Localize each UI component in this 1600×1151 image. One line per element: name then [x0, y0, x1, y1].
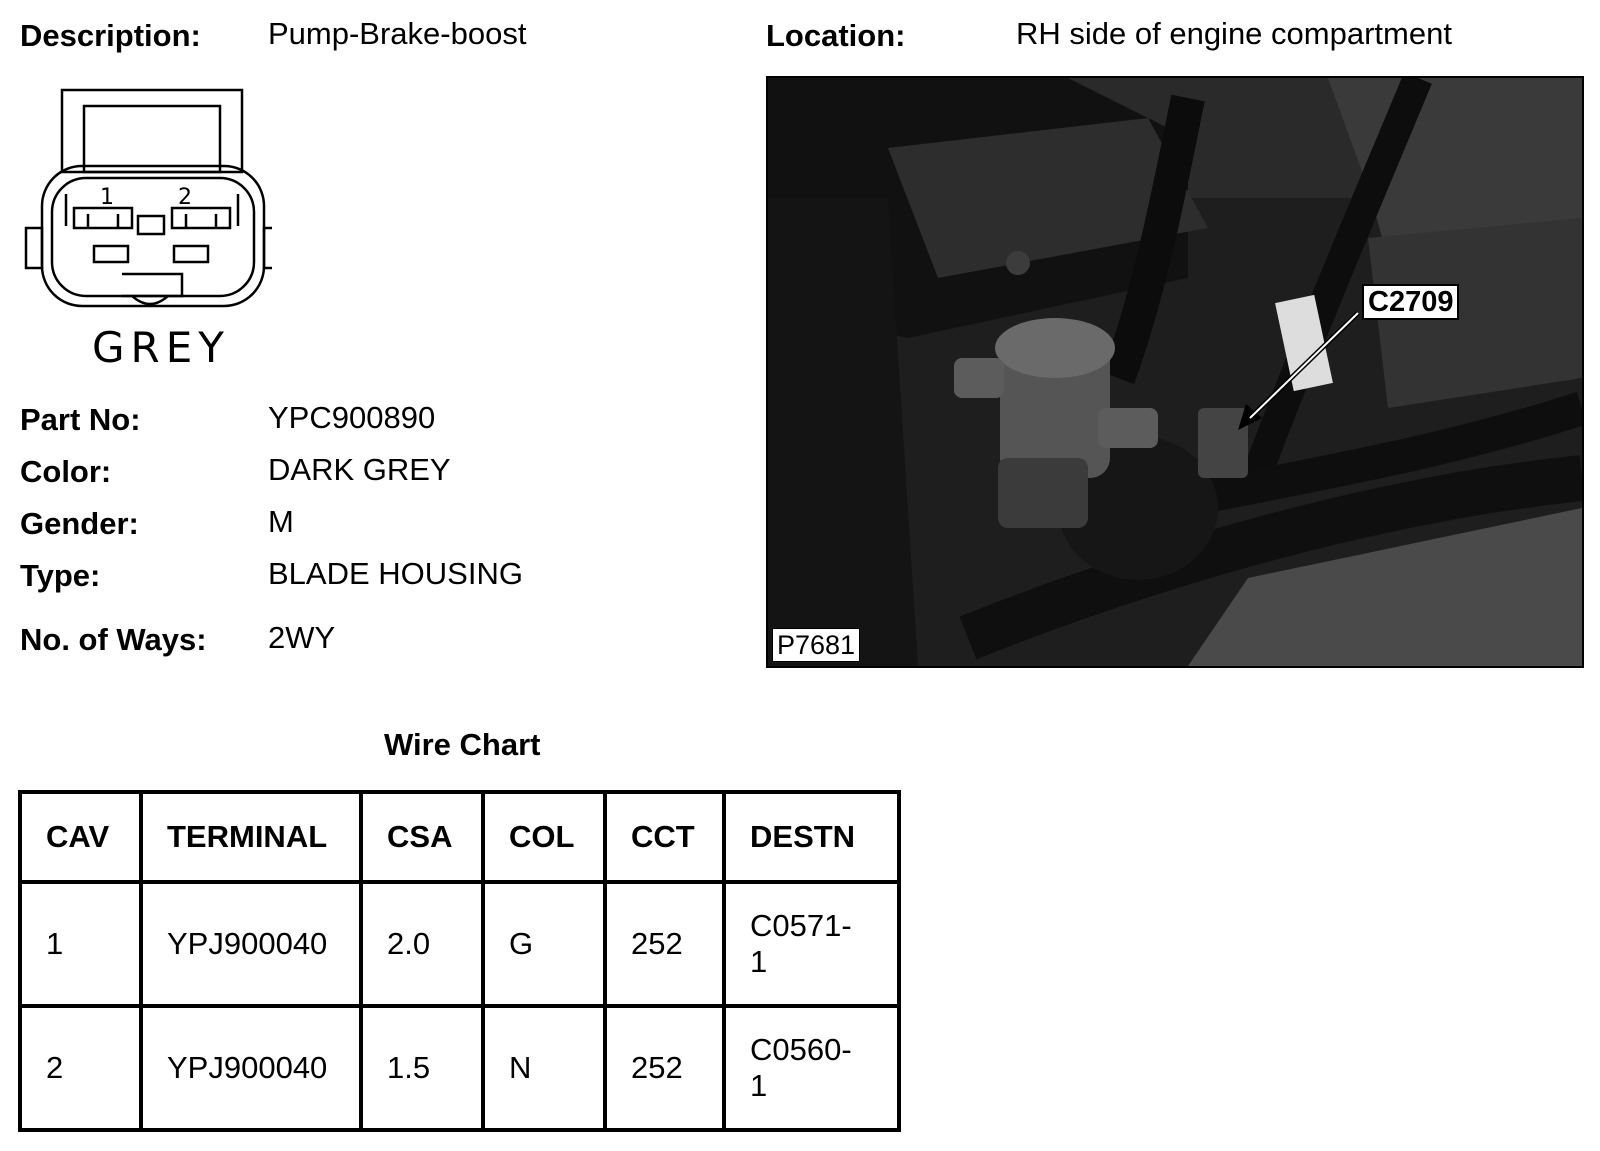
pin-2-label: 2 — [178, 185, 192, 210]
photo-id: P7681 — [772, 628, 860, 662]
ways-value: 2WY — [268, 620, 336, 655]
column-header-csa: CSA — [361, 792, 483, 882]
destn-line-2: 1 — [750, 944, 768, 979]
cell-destn — [724, 1006, 899, 1130]
destn-line-2: 1 — [750, 1068, 768, 1103]
location-photo — [766, 76, 1584, 668]
column-header-cct: CCT — [605, 792, 724, 882]
column-header-cav: CAV — [20, 792, 141, 882]
table-row — [20, 882, 899, 1006]
cell-cav: 1 — [20, 882, 141, 1006]
ways-label: No. of Ways: — [20, 622, 207, 657]
cell-cav: 2 — [20, 1006, 141, 1130]
column-header-col: COL — [483, 792, 605, 882]
gender-value: M — [268, 504, 294, 539]
wire-chart-title: Wire Chart — [384, 727, 541, 762]
cell-cct: 252 — [605, 882, 724, 1006]
cell-terminal: YPJ900040 — [141, 1006, 361, 1130]
destn-line-1: C0560- — [750, 1032, 852, 1067]
color-label: Color: — [20, 454, 112, 489]
type-label: Type: — [20, 558, 101, 593]
destn-line-1: C0571- — [750, 908, 852, 943]
description-label: Description: — [20, 18, 201, 53]
pin-1-label: 1 — [100, 185, 114, 210]
table-header-row — [20, 792, 899, 882]
part-no-label: Part No: — [20, 402, 141, 437]
type-value: BLADE HOUSING — [268, 556, 523, 591]
cell-terminal: YPJ900040 — [141, 882, 361, 1006]
engine-bay-illustration — [768, 78, 1582, 666]
cell-cct: 252 — [605, 1006, 724, 1130]
description-value: Pump-Brake-boost — [268, 16, 527, 51]
location-value: RH side of engine compartment — [1016, 16, 1452, 51]
column-header-destn: DESTN — [724, 792, 899, 882]
wire-chart-table — [18, 790, 901, 1132]
part-no-value: YPC900890 — [268, 400, 436, 435]
table-row — [20, 1006, 899, 1130]
cell-col: G — [483, 882, 605, 1006]
column-header-terminal: TERMINAL — [141, 792, 361, 882]
cell-csa: 2.0 — [361, 882, 483, 1006]
cell-csa: 1.5 — [361, 1006, 483, 1130]
location-label: Location: — [766, 18, 906, 53]
connector-callout: C2709 — [1362, 284, 1459, 320]
gender-label: Gender: — [20, 506, 139, 541]
cell-col: N — [483, 1006, 605, 1130]
connector-face-drawing — [22, 86, 272, 376]
cell-destn — [724, 882, 899, 1006]
connector-color-caption: GREY — [92, 323, 230, 372]
color-value: DARK GREY — [268, 452, 451, 487]
